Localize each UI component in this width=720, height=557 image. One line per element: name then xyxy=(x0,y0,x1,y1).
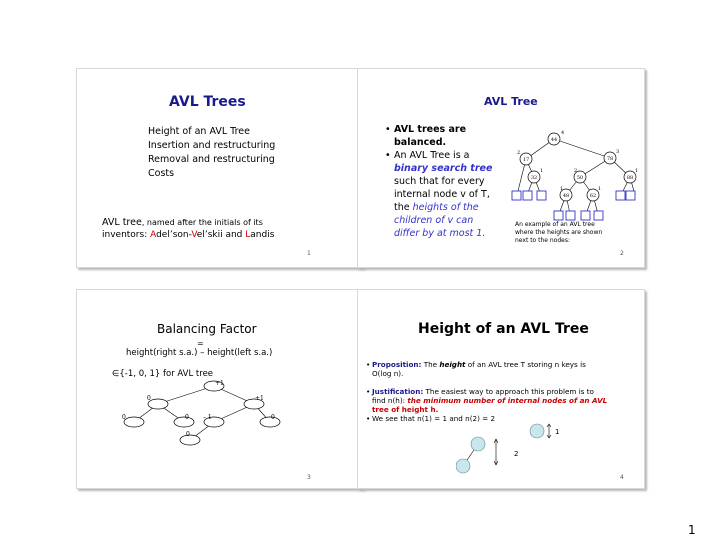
justification-emph: tree of height h. xyxy=(372,405,439,414)
slide-1 xyxy=(76,68,364,268)
bullet-text: We see that n(1) = 1 and n(2) = 2 xyxy=(372,414,496,423)
single-node-diagram xyxy=(513,417,573,447)
tree-node xyxy=(180,435,200,445)
balance-label: 0 xyxy=(185,414,189,421)
tree-node xyxy=(124,417,144,427)
footer-text: , named after the initials of its xyxy=(141,218,263,227)
node-key: 32 xyxy=(530,175,538,181)
bullet-2-emph: differ by at most 1. xyxy=(394,228,486,239)
node-key: 48 xyxy=(562,193,570,199)
slide-title: Height of an AVL Tree xyxy=(418,321,589,337)
proposition-text: O(log n). xyxy=(372,369,404,378)
bullet-2-emph: heights of the xyxy=(412,202,479,213)
footer-text: inventors: xyxy=(102,230,151,240)
list-item: Height of an AVL Tree xyxy=(148,126,250,137)
leaf-node xyxy=(594,211,603,220)
slide-2 xyxy=(357,68,645,268)
proposition-text: The xyxy=(421,360,440,369)
balance-label: 0 xyxy=(122,414,126,421)
bullet-dot: • xyxy=(385,150,391,161)
slide-title: Balancing Factor xyxy=(157,322,257,336)
balance-label: 0 xyxy=(271,414,275,421)
bullet-2-line: An AVL Tree is a xyxy=(394,150,470,161)
justification-label: Justification: xyxy=(372,387,424,396)
footer-text: del’son- xyxy=(156,230,192,240)
justification-text: find n(h): xyxy=(372,396,408,405)
node-height: 3 xyxy=(616,149,620,155)
bullet-dot: • xyxy=(366,360,371,369)
caption-line: An example of an AVL tree xyxy=(515,221,595,228)
tree-node xyxy=(148,399,168,409)
leaf-node xyxy=(554,211,563,220)
slide-number: 2 xyxy=(620,250,624,257)
height-label-1: 1 xyxy=(555,428,560,436)
bullet-2-line: the xyxy=(394,202,410,213)
bullet-1-line-2: balanced. xyxy=(394,137,447,148)
figure-caption xyxy=(515,221,602,245)
proposition-text: of an AVL tree T storing n keys is xyxy=(465,360,586,369)
node-key: 62 xyxy=(589,193,597,199)
balance-label: 0 xyxy=(147,395,151,402)
slide-number: 1 xyxy=(307,250,311,257)
node-key: 88 xyxy=(626,175,634,181)
slide-footer-note xyxy=(102,217,274,241)
list-item: Costs xyxy=(148,168,175,179)
bullet-2-line: such that for every xyxy=(394,176,485,187)
balance-tree-diagram xyxy=(121,380,321,465)
tree-node xyxy=(260,417,280,427)
slide-3 xyxy=(76,289,364,489)
bullet-dot: • xyxy=(366,387,371,396)
node-height: 1 xyxy=(635,168,638,174)
initial-v: V xyxy=(191,230,197,240)
bullet-1-line-1: AVL trees are xyxy=(394,124,467,135)
footer-emph: AVL tree xyxy=(102,217,142,228)
slide-number: 3 xyxy=(307,474,311,481)
leaf-node xyxy=(626,191,635,200)
initial-a: A xyxy=(150,230,157,240)
node-height: 2 xyxy=(517,150,521,156)
node-height: 1 xyxy=(540,168,544,174)
tree-node xyxy=(530,424,544,438)
node-key: 50 xyxy=(576,175,584,181)
balance-label: +1 xyxy=(215,380,224,387)
bullet-text xyxy=(385,123,493,240)
justification-text: The easiest way to approach this problem is to xyxy=(423,387,594,396)
caption-line: next to the nodes: xyxy=(515,237,571,244)
balance-label: – 1 xyxy=(203,414,212,421)
node-key: 44 xyxy=(550,137,558,143)
node-height: 1 xyxy=(560,186,564,192)
height-label-2: 2 xyxy=(514,450,519,458)
justification-emph: the minimum number of internal nodes of an AVL xyxy=(407,396,608,405)
leaf-node xyxy=(523,191,532,200)
range-text: ∈{-1, 0, 1} for AVL tree xyxy=(112,369,214,379)
list-item: Removal and restructuring xyxy=(148,154,275,165)
balance-label: +1 xyxy=(255,395,264,402)
formula: height(right s.a.) – height(left s.a.) xyxy=(126,348,273,358)
leaf-node xyxy=(566,211,575,220)
bullet-dot: • xyxy=(385,124,391,135)
bullet-dot: • xyxy=(366,414,371,423)
equals-sign: = xyxy=(197,339,204,348)
node-key: 17 xyxy=(522,157,530,163)
proposition-label: Proposition: xyxy=(372,360,422,369)
footer-text: el’skii and xyxy=(196,230,246,240)
tree-node xyxy=(456,459,470,473)
leaf-node xyxy=(537,191,546,200)
footer-text: andis xyxy=(250,230,275,240)
proposition-emph: height xyxy=(439,360,466,369)
caption-line: where the heights are shown xyxy=(515,229,603,236)
bullet-2-emph: children of v can xyxy=(394,215,474,226)
node-height: 1 xyxy=(598,186,602,192)
leaf-node xyxy=(616,191,625,200)
initial-l: L xyxy=(245,230,251,240)
leaf-node xyxy=(581,211,590,220)
node-height: 4 xyxy=(561,130,565,136)
list-item: Insertion and restructuring xyxy=(148,140,276,151)
bullet-2-emph: binary search tree xyxy=(394,163,493,174)
page-number: 1 xyxy=(688,523,696,537)
balance-label: 0 xyxy=(186,431,190,438)
slide-title: AVL Tree xyxy=(484,95,538,108)
node-height: 2 xyxy=(574,168,578,174)
proof-text xyxy=(366,360,608,423)
node-key: 78 xyxy=(606,156,614,162)
leaf-node xyxy=(512,191,521,200)
slide-number: 4 xyxy=(620,474,624,481)
tree-node xyxy=(471,437,485,451)
tree-node xyxy=(174,417,194,427)
slide-title: AVL Trees xyxy=(169,94,246,110)
slide-4 xyxy=(357,289,645,489)
bullet-2-line: internal node v of T, xyxy=(394,189,490,200)
